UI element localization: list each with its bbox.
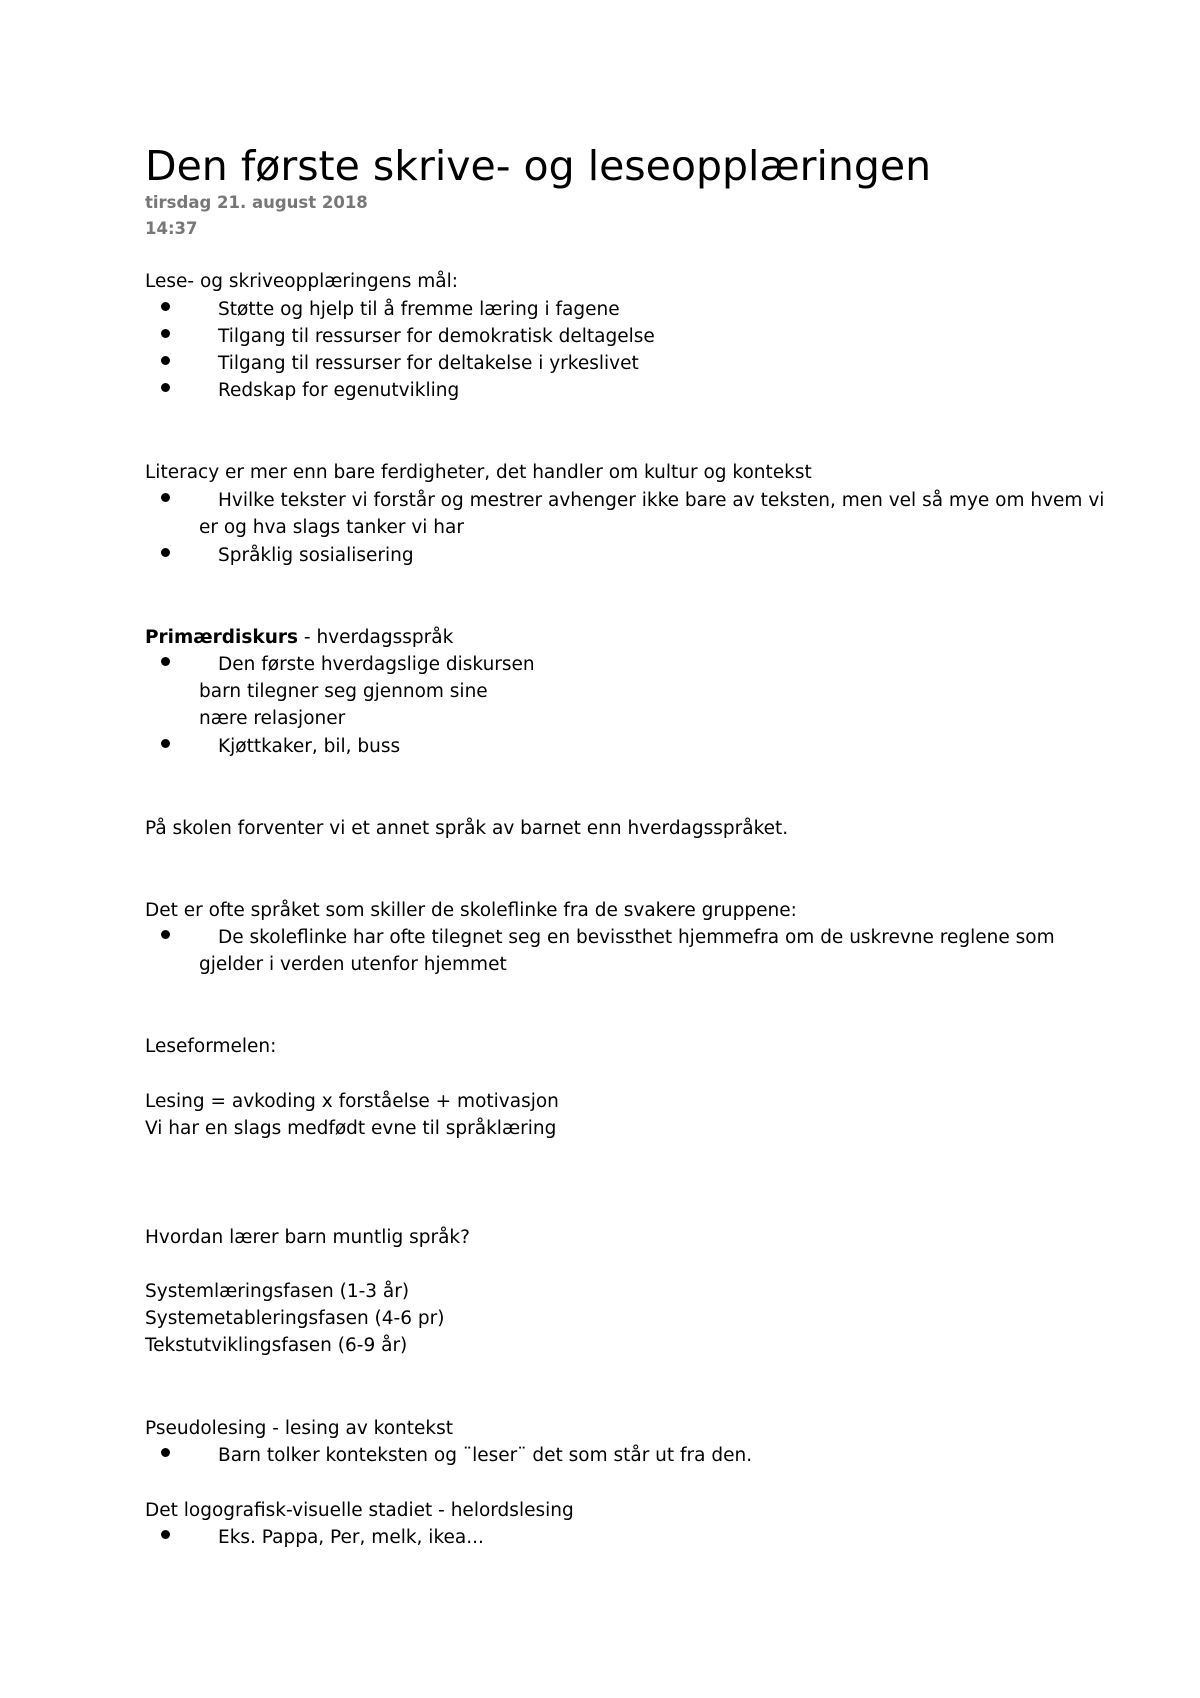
bullet-icon (161, 356, 170, 365)
bullet-icon (161, 302, 170, 311)
formula-heading: Leseformelen: (145, 1036, 277, 1057)
bullet-icon (161, 383, 170, 392)
list-item: Eks. Pappa, Per, melk, ikea... (218, 1527, 484, 1548)
list-item: Støtte og hjelp til å fremme læring i fagene (218, 299, 620, 320)
bullet-icon (161, 739, 170, 748)
note-date: tirsdag 21. august 2018 (145, 193, 368, 212)
phase-line: Systemlæringsfasen (1-3 år) (145, 1281, 410, 1302)
list-item-continuation: barn tilegner seg gjennom sine (199, 681, 488, 702)
logo-heading: Det logografisk-visuelle stadiet - helordslesing (145, 1500, 574, 1521)
bullet-icon (161, 548, 170, 557)
list-item: Redskap for egenutvikling (218, 380, 460, 401)
primary-heading (145, 624, 453, 651)
list-item: Kjøttkaker, bil, buss (218, 736, 401, 757)
school-paragraph: På skolen forventer vi et annet språk av barnet enn hverdagsspråket. (145, 818, 789, 839)
bullet-icon (161, 329, 170, 338)
list-item: Hvilke tekster vi forstår og mestrer avhenger ikke bare av teksten, men vel så mye om hvem vi (218, 490, 1105, 511)
list-item: Den første hverdagslige diskursen (218, 654, 535, 675)
literacy-heading: Literacy er mer enn bare ferdigheter, det handler om kultur og kontekst (145, 462, 812, 483)
bullet-icon (161, 1530, 170, 1539)
gap-heading: Det er ofte språket som skiller de skoleflinke fra de svakere gruppene: (145, 900, 797, 921)
bullet-icon (161, 930, 170, 939)
list-item: Barn tolker konteksten og ¨leser¨ det som står ut fra den. (218, 1445, 753, 1466)
phase-line: Systemetableringsfasen (4-6 pr) (145, 1308, 445, 1329)
oral-question: Hvordan lærer barn muntlig språk? (145, 1227, 470, 1248)
primary-rest: - hverdagsspråk (298, 627, 454, 648)
list-item-continuation: nære relasjoner (199, 708, 346, 729)
list-item-continuation: er og hva slags tanker vi har (199, 517, 464, 538)
goals-heading: Lese- og skriveopplæringens mål: (145, 271, 458, 292)
list-item: Tilgang til ressurser for deltakelse i yrkeslivet (218, 353, 639, 374)
page-title: Den første skrive- og leseopplæringen (145, 142, 932, 190)
primary-term: Primærdiskurs (145, 627, 299, 648)
bullet-icon (161, 657, 170, 666)
formula-note: Vi har en slags medfødt evne til språklæring (145, 1118, 557, 1139)
list-item-continuation: gjelder i verden utenfor hjemmet (199, 954, 507, 975)
list-item: De skoleflinke har ofte tilegnet seg en bevissthet hjemmefra om de uskrevne reglene som (218, 927, 1055, 948)
list-item: Tilgang til ressurser for demokratisk deltagelse (218, 326, 655, 347)
list-item: Språklig sosialisering (218, 545, 414, 566)
pseudo-heading: Pseudolesing - lesing av kontekst (145, 1418, 453, 1439)
phase-line: Tekstutviklingsfasen (6-9 år) (145, 1335, 408, 1356)
note-time: 14:37 (145, 219, 198, 238)
bullet-icon (161, 1448, 170, 1457)
formula-line: Lesing = avkoding x forståelse + motivasjon (145, 1091, 559, 1112)
bullet-icon (161, 493, 170, 502)
